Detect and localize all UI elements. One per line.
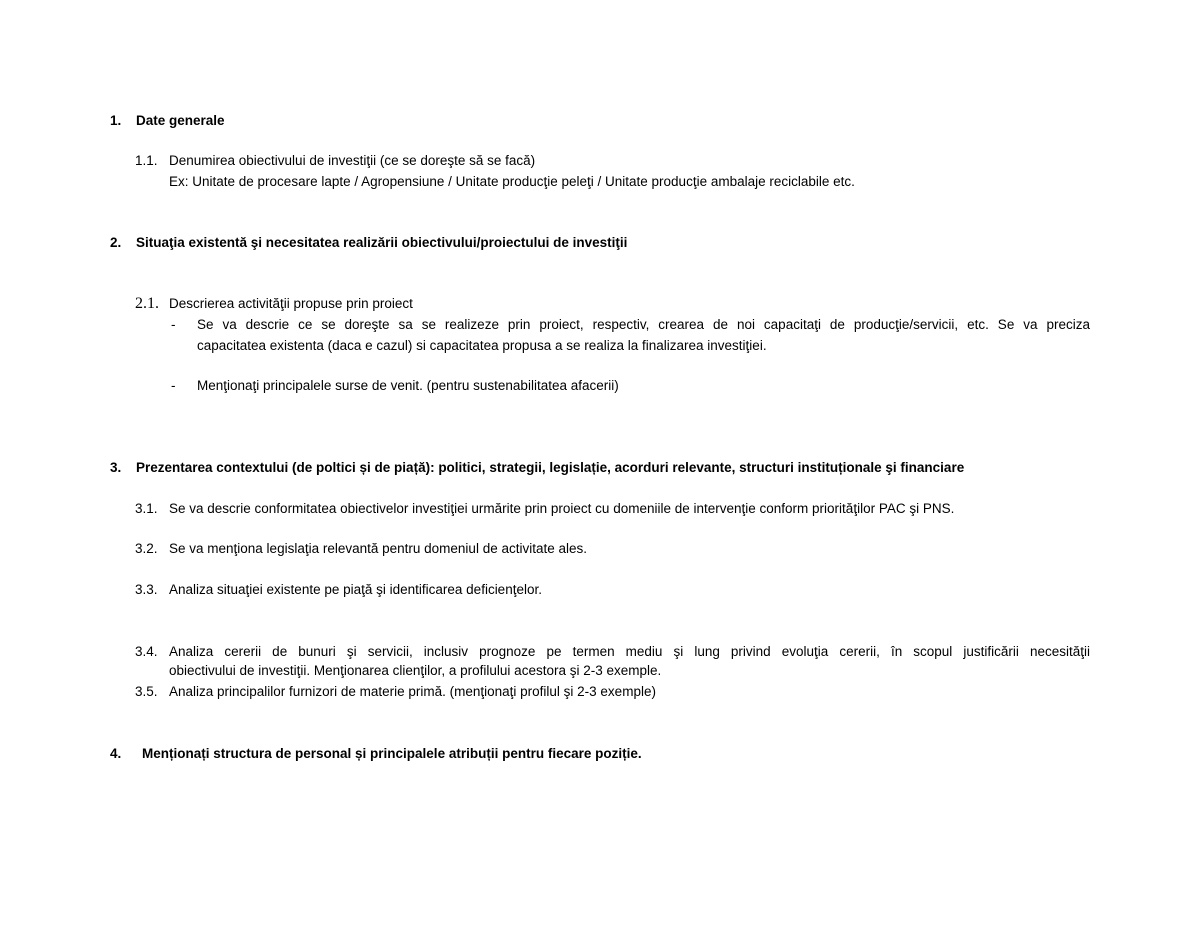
section-title: Date generale xyxy=(136,113,225,128)
subsection-text: Denumirea obiectivului de investiţii (ce se doreşte să se facă) xyxy=(169,153,536,168)
section-number: 3. xyxy=(110,460,122,475)
section-title: Menționați structura de personal și principalele atribuții pentru fiecare poziție. xyxy=(142,746,642,761)
section-number: 1. xyxy=(110,113,122,128)
subsection-text: Analiza situaţiei existente pe piaţă şi identificarea deficienţelor. xyxy=(169,582,542,597)
subsection-text: Se va menţiona legislaţia relevantă pentru domeniul de activitate ales. xyxy=(169,541,587,556)
subsection-text: Se va descrie conformitatea obiectivelor investiţiei urmărite prin proiect cu domeniile de intervenţie conform priorităţilor PAC şi PNS. xyxy=(169,501,955,516)
subsection-number: 1.1. xyxy=(135,153,158,168)
subsection-number: 2.1. xyxy=(135,295,159,312)
bullet-dash: - xyxy=(171,378,176,393)
section-heading-1 xyxy=(110,112,225,130)
bullet-dash: - xyxy=(171,317,176,332)
subsection-text: Descrierea activităţii propuse prin proiect xyxy=(169,296,413,311)
bullet-text-line: capacitatea existenta (daca e cazul) si capacitatea propusa a se realiza la finalizarea investiţiei. xyxy=(197,338,767,353)
section-title: Prezentarea contextului (de poltici și de piață): politici, strategii, legislație, acorduri relevante, structuri instituționale şi financiare xyxy=(136,460,965,475)
section-number: 2. xyxy=(110,235,122,250)
section-heading-2 xyxy=(110,234,627,252)
subsection-1-1-example xyxy=(169,173,855,191)
section-heading-3 xyxy=(110,459,964,477)
subsection-2-1 xyxy=(135,295,413,313)
section-title: Situaţia existentă şi necesitatea realizării obiectivului/proiectului de investiţii xyxy=(136,235,628,250)
subsection-number: 3.1. xyxy=(135,501,158,516)
subsection-number: 3.3. xyxy=(135,582,158,597)
subsection-number: 3.5. xyxy=(135,684,158,699)
subsection-text: Analiza cererii de bunuri şi servicii, inclusiv prognoze pe termen mediu şi lung privind evoluţia cererii, în scopul justificării necesităţii xyxy=(169,644,1090,659)
subsection-text: Analiza principalilor furnizori de materie primă. (menţionaţi profilul şi 2-3 exemple) xyxy=(169,684,656,699)
subsection-text: obiectivului de investiţii. Menţionarea clienţilor, a profilului acestora şi 2-3 exemple. xyxy=(169,663,662,678)
subsection-3-5 xyxy=(135,683,656,701)
subsection-1-1 xyxy=(135,152,535,170)
bullet-text-line: Menţionaţi principalele surse de venit. (pentru sustenabilitatea afacerii) xyxy=(197,378,619,393)
subsection-3-2 xyxy=(135,540,587,558)
bullet-text-line: Se va descrie ce se doreşte sa se realizeze prin proiect, respectiv, crearea de noi capacitaţi de producţie/servicii, etc. Se va preciza xyxy=(197,317,1090,332)
subsection-3-3 xyxy=(135,581,542,599)
section-number: 4. xyxy=(110,746,122,761)
section-heading-4 xyxy=(110,745,642,763)
subsection-text: Ex: Unitate de procesare lapte / Agropensiune / Unitate producţie peleţi / Unitate producţie ambalaje reciclabile etc. xyxy=(169,174,855,189)
subsection-number: 3.2. xyxy=(135,541,158,556)
subsection-number: 3.4. xyxy=(135,644,158,659)
subsection-3-4-number-row xyxy=(135,643,169,661)
subsection-3-1 xyxy=(135,500,954,518)
